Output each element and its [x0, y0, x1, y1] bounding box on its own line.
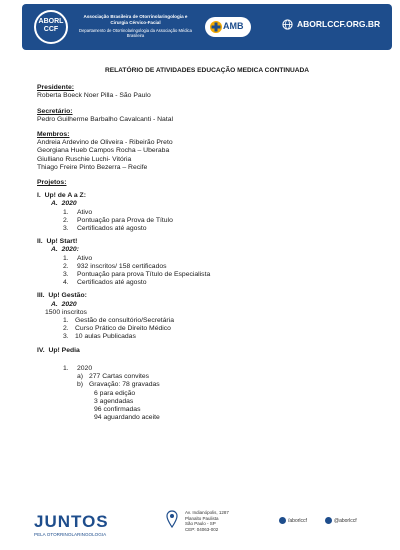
- projects-label: Projetos:: [37, 179, 67, 187]
- facebook-handle: /aborlccf: [288, 517, 307, 524]
- report-title: RELATÓRIO DE ATIVIDADES EDUCAÇÃO MEDICA CONTINUADA: [104, 67, 310, 74]
- list-item: [63, 333, 377, 341]
- website-link[interactable]: [282, 19, 380, 30]
- members-block: [37, 131, 377, 172]
- sublist-letter: b): [77, 381, 84, 389]
- project-year: [51, 246, 377, 254]
- list-num: 2.: [63, 216, 69, 224]
- association-name: [78, 14, 193, 38]
- recording-status: 3 agendadas: [94, 397, 134, 405]
- project-heading: [37, 238, 377, 246]
- year-letter: A.: [51, 300, 58, 308]
- letterhead-banner: [22, 4, 392, 50]
- project-numeral: II.: [37, 238, 43, 246]
- project-title: Up! Pedia: [48, 346, 80, 354]
- list-num: 3.: [63, 271, 69, 279]
- list-text: 2020: [77, 364, 93, 372]
- amb-cross-icon: [209, 20, 223, 34]
- list-num: 2.: [63, 325, 69, 333]
- list-item: [63, 255, 377, 263]
- project-heading: [37, 347, 377, 355]
- list-num: 1.: [63, 364, 69, 372]
- list-text: Ativo: [77, 208, 93, 216]
- sublist-text: 277 Cartas convites: [89, 373, 150, 381]
- list-item: [63, 263, 377, 271]
- member-item: Giulliano Ruschie Luchi- Vitória: [37, 155, 132, 163]
- juntos-tagline: PELA OTORRINOLARINGOLOGIA: [34, 532, 107, 537]
- list-text: 10 aulas Publicadas: [75, 333, 136, 341]
- address-line: CEP: 04063-002: [185, 526, 219, 532]
- address-block: [185, 510, 229, 532]
- secretary-block: [37, 108, 377, 124]
- juntos-logo: JUNTOS: [34, 512, 109, 531]
- list-num: 1.: [63, 208, 69, 216]
- sublist-item: [77, 373, 377, 381]
- list-text: Curso Prático de Direito Médico: [75, 325, 171, 333]
- list-text: 932 inscritos/ 158 certificados: [77, 262, 167, 270]
- list-item: [63, 279, 377, 287]
- project-year: [51, 200, 377, 208]
- aborl-logo-text: ABORL CCF: [38, 18, 64, 33]
- location-pin-icon: [166, 510, 178, 528]
- year-letter: A.: [51, 246, 58, 254]
- facebook-icon: [279, 517, 286, 524]
- list-text: Gestão de consultório/Secretária: [75, 317, 174, 325]
- list-item: [63, 225, 377, 233]
- globe-icon: [282, 19, 293, 30]
- website-text: ABORLCCF.ORG.BR: [297, 19, 381, 29]
- secretary-label: Secretário:: [37, 107, 73, 115]
- sublist-letter: a): [77, 373, 84, 381]
- year-value: 2020: [61, 200, 77, 208]
- year-value: 2020:: [61, 246, 79, 254]
- project-title: Up! Start!: [46, 238, 78, 246]
- project-year: [51, 301, 377, 309]
- instagram-link[interactable]: [325, 517, 357, 524]
- address-line: Planalto Paulista: [185, 515, 219, 521]
- registrations-line: 1500 inscritos: [45, 308, 87, 316]
- project-numeral: III.: [37, 292, 45, 300]
- list-item: [63, 217, 377, 225]
- amb-logo-text: AMB: [223, 21, 244, 31]
- address-line: Av. Indianópolis, 1287: [185, 510, 229, 515]
- secretary-name: Pedro Guilherme Barbalho Cavalcanti - Natal: [37, 115, 174, 123]
- footer: [0, 500, 400, 550]
- recording-status: 94 aguardando aceite: [94, 414, 160, 422]
- president-name: Roberta Boeck Noer Pilla - São Paulo: [37, 92, 151, 100]
- association-title: Associação Brasileira de Otorrinolaringologia e Cirurgia Cérvico-Facial: [83, 14, 188, 25]
- sublist-text: Gravação: 78 gravadas: [89, 381, 160, 389]
- project-numeral: I.: [37, 192, 41, 200]
- list-num: 1.: [63, 254, 69, 262]
- project-numeral: IV.: [37, 346, 45, 354]
- instagram-icon: [325, 517, 332, 524]
- report-body: [37, 67, 377, 422]
- list-item: [63, 325, 377, 333]
- project-title: Up! Gestão:: [48, 292, 87, 300]
- list-num: 1.: [63, 317, 69, 325]
- instagram-handle: @aborlccf: [334, 517, 357, 524]
- project-title: Up! de A a Z:: [44, 192, 86, 200]
- year-letter: A.: [51, 200, 58, 208]
- president-block: [37, 84, 377, 100]
- member-item: Thiago Freire Pinto Bezerra – Recife: [37, 163, 148, 171]
- recording-status: 6 para edição: [94, 389, 136, 397]
- list-item: [63, 317, 377, 325]
- list-text: Pontuação para prova Título de Especialista: [77, 271, 211, 279]
- project-heading: [37, 292, 377, 300]
- sublist-item: [77, 381, 377, 389]
- recording-status: 96 confirmadas: [94, 405, 141, 413]
- member-item: Andreia Ardevino de Oliveira - Ribeirão Preto: [37, 139, 173, 147]
- list-text: Certificados até agosto: [77, 279, 147, 287]
- list-num: 3.: [63, 225, 69, 233]
- list-num: 3.: [63, 333, 69, 341]
- list-item: [63, 209, 377, 217]
- list-text: Ativo: [77, 254, 93, 262]
- list-text: Pontuação para Prova de Título: [77, 216, 173, 224]
- year-value: 2020: [61, 300, 77, 308]
- president-label: Presidente:: [37, 84, 75, 92]
- facebook-link[interactable]: [279, 517, 307, 524]
- list-item: [63, 271, 377, 279]
- list-num: 2.: [63, 262, 69, 270]
- address-line: São Paulo - SP: [185, 521, 216, 526]
- list-num: 4.: [63, 279, 69, 287]
- member-item: Georgiana Hueb Campos Rocha – Uberaba: [37, 147, 170, 155]
- list-item: [63, 365, 377, 373]
- association-department: Departamento de Otorrinolaringologia da Associação Médica Brasileira: [79, 28, 192, 38]
- amb-logo: [205, 17, 251, 37]
- project-heading: [37, 192, 377, 200]
- members-label: Membros:: [37, 131, 70, 139]
- list-text: Certificados até agosto: [77, 225, 147, 233]
